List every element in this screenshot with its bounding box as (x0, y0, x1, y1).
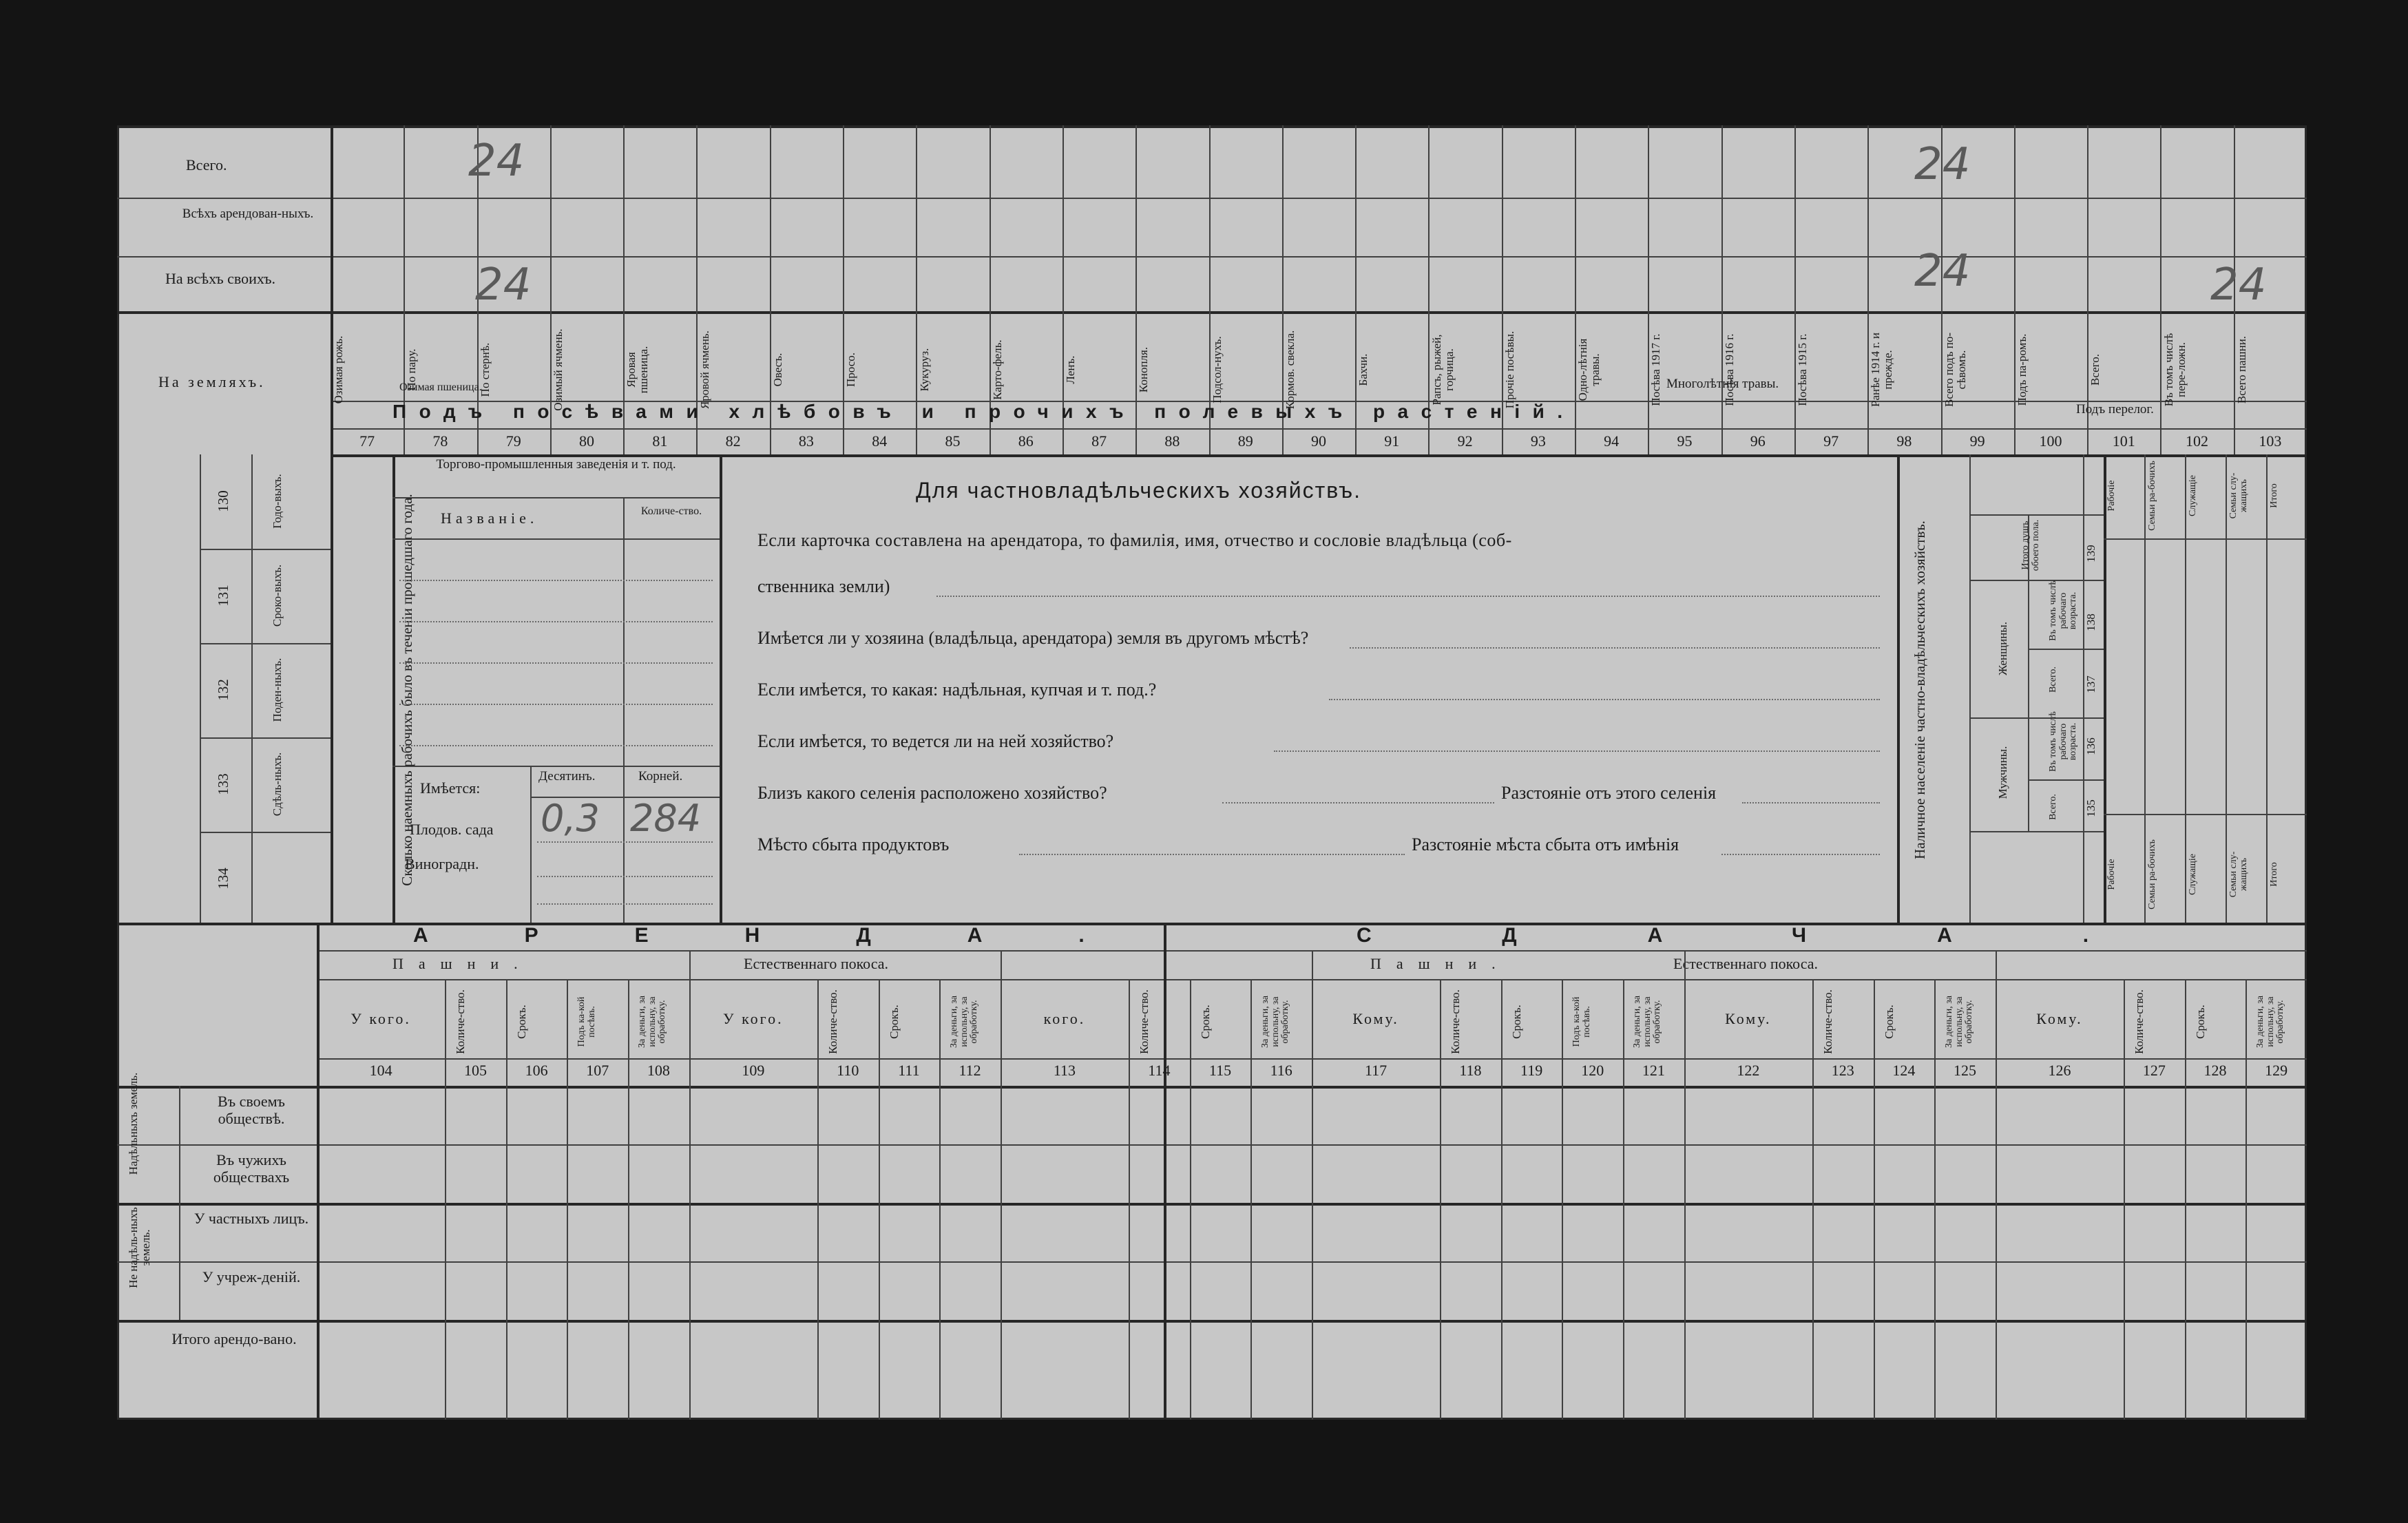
crop-col-num-99: 99 (1969, 432, 1985, 450)
korney-header: Корней. (638, 769, 683, 784)
crop-col-label-90: Кормов. свекла. (1284, 330, 1297, 410)
worker-col-label-133: Сдѣль-ныхъ. (271, 752, 284, 817)
arenda-col-label-126: Кому. (2036, 1010, 2083, 1027)
arenda-col-label-122: Кому. (1725, 1010, 1772, 1027)
arenda-col-label-120: Подъ ка-кой посѣвъ. (1571, 996, 1592, 1047)
men-all: Всего. (2048, 794, 2058, 820)
arenda-col-label-128: Срокъ. (2194, 1005, 2208, 1039)
worker-col-label-132: Поден-ныхъ. (271, 658, 284, 722)
crop-col-num-103: 103 (2259, 432, 2282, 450)
crop-col-label-82: Яровой ячмень. (698, 330, 711, 409)
arenda-col-num-129: 129 (2265, 1062, 2288, 1079)
crop-col-num-77: 77 (359, 432, 375, 450)
crop-col-label-94: Одно-лѣтнiя травы. (1576, 338, 1602, 401)
crop-col-label-85: Кукуруз. (917, 348, 931, 392)
crop-col-label-99: Всего подъ по-сѣвомъ. (1942, 333, 1968, 407)
crop-col-num-93: 93 (1530, 432, 1546, 450)
pop-col-top-0: Рабочiе (2106, 480, 2117, 512)
crop-col-num-94: 94 (1604, 432, 1620, 450)
pop-num-135: 135 (2084, 799, 2097, 817)
private-line-9: Разстоянiе мѣста сбыта отъ имѣнiя (1412, 834, 1679, 854)
crop-col-label-78: По пару. (405, 348, 419, 391)
worker-col-label-130: Годо-выхъ. (271, 474, 284, 529)
crop-col-num-82: 82 (725, 432, 741, 450)
row-lands-label: На земляхъ. (158, 373, 266, 390)
crop-col-num-100: 100 (2039, 432, 2062, 450)
worker-col-num-132: 132 (215, 679, 231, 701)
private-line-1: Если карточка составлена на арендатора, то фамилiя, имя, отчество и сословiе владѣльца (соб- (757, 530, 1512, 550)
crop-col-label-98: Ранѣе 1914 г. и прежде. (1869, 332, 1895, 408)
worker-col-num-131: 131 (215, 585, 231, 607)
trade-name-header: Названiе. (441, 510, 538, 527)
row-institutions: У учреж-денiй. (202, 1268, 301, 1285)
arenda-col-num-124: 124 (1892, 1062, 1916, 1079)
arenda-col-num-108: 108 (647, 1062, 670, 1079)
arenda-col-num-115: 115 (1208, 1062, 1232, 1079)
row-nonnadel: Не надѣль-ныхъ земель. (127, 1207, 152, 1288)
pop-col-bottom-4: Итого (2268, 862, 2279, 887)
private-title: Для частновладѣльческихъ хозяйствъ. (916, 478, 1362, 503)
arenda-col-num-111: 111 (898, 1062, 920, 1079)
crop-col-label-87: Ленъ. (1064, 355, 1078, 384)
arenda-col-label-123: Количе-ство. (1821, 989, 1835, 1054)
arenda-col-label-106: Срокъ. (515, 1005, 529, 1039)
row-own-society: Въ своемъ обществѣ. (218, 1093, 285, 1128)
orchards-label: Плодов. сада (410, 821, 494, 838)
pop-num-137: 137 (2084, 675, 2097, 693)
arenda-col-num-121: 121 (1642, 1062, 1665, 1079)
arenda-col-label-117: Кому. (1352, 1010, 1399, 1027)
crop-col-num-101: 101 (2112, 432, 2135, 450)
crop-col-label-77: Озимая рожь. (332, 335, 346, 404)
crops-banner: Подъ посѣвами хлѣбовъ и прочихъ полевыхъ растенiй. (392, 401, 1575, 422)
population-title: Наличное населенiе частно-владѣльческихъ хозяйствъ. (1912, 521, 1928, 859)
pop-col-bottom-2: Служащiе (2187, 854, 2198, 895)
arenda-col-label-116: За деньги, за испольну, за обработку. (1259, 996, 1291, 1048)
arenda-col-label-107: Подъ ка-кой посѣвъ. (576, 996, 597, 1047)
arenda-col-label-111: Срокъ. (887, 1005, 901, 1039)
crop-col-num-84: 84 (872, 432, 888, 450)
trade-qty-header: Количе-ство. (640, 505, 702, 517)
has-label: Имѣется: (420, 779, 481, 797)
private-line-5: Если имѣется, то ведется ли на ней хозяйство? (757, 731, 1114, 751)
hired-workers-label: Сколько наемныхъ рабочихъ было въ теченiи прошедшаго года. (399, 494, 415, 886)
crop-col-label-84: Просо. (844, 353, 858, 387)
row-rented-label: Всѣхъ арендован-ныхъ. (182, 207, 314, 221)
crop-col-label-95: Посѣва 1917 г. (1649, 333, 1663, 406)
perennial-grass-group: Многолѣтнiя травы. (1666, 377, 1779, 391)
private-line-2: ственника земли) (757, 576, 890, 596)
crop-col-num-96: 96 (1750, 432, 1766, 450)
private-line-3: Имѣется ли у хозяина (владѣльца, арендатора) земля въ другомъ мѣстѣ? (757, 628, 1309, 648)
crop-col-num-90: 90 (1310, 432, 1326, 450)
arenda-col-num-107: 107 (586, 1062, 609, 1079)
crop-col-num-86: 86 (1018, 432, 1034, 450)
worker-col-num-130: 130 (215, 490, 231, 512)
hw-dessiatin: 0,3 (541, 797, 600, 840)
crop-col-label-96: Посѣва 1916 г. (1722, 333, 1736, 406)
pop-col-top-3: Семьи слу-жащихъ (2228, 472, 2249, 519)
arenda-col-num-127: 127 (2142, 1062, 2166, 1079)
pop-col-bottom-1: Семьи ра-бочихъ (2146, 839, 2157, 910)
arenda-pokos: Естественнаго покоса. (744, 955, 889, 972)
sdacha-banner: СДАЧА. (1357, 924, 2220, 947)
arenda-col-label-112: За деньги, за испольну, за обработку. (948, 996, 979, 1048)
pop-num-138: 138 (2084, 613, 2097, 631)
crop-col-num-97: 97 (1823, 432, 1839, 450)
arenda-col-label-124: Срокъ. (1882, 1005, 1896, 1039)
crop-col-num-79: 79 (505, 432, 521, 450)
crop-col-num-102: 102 (2186, 432, 2209, 450)
crop-col-label-86: Карто-фель. (990, 339, 1004, 400)
crop-col-label-97: Посѣва 1915 г. (1796, 333, 1810, 406)
arenda-banner: АРЕНДА. (413, 924, 1181, 947)
crop-col-num-81: 81 (652, 432, 668, 450)
row-own-label: На всѣхъ своихъ. (165, 270, 275, 287)
hw-korney: 284 (630, 797, 702, 840)
arenda-col-label-109: У кого. (723, 1010, 784, 1027)
worker-col-num-134: 134 (215, 868, 231, 890)
row-other-society: Въ чужихъ обществахъ (213, 1151, 290, 1186)
arenda-col-num-109: 109 (742, 1062, 765, 1079)
hw-total-79: 24 (468, 136, 525, 187)
women-label: Женщины. (1996, 622, 2009, 675)
arenda-col-label-114: Количе-ство. (1138, 989, 1151, 1054)
sdacha-pashni: Пашни. (1370, 955, 1511, 972)
crop-col-label-88: Конопля. (1137, 346, 1151, 393)
women-working: Въ томъ числѣ рабочаго возраста. (2048, 580, 2079, 641)
arenda-col-label-121: За деньги, за испольну, за обработку. (1632, 996, 1663, 1048)
worker-col-label-134 (271, 834, 310, 923)
arenda-col-num-119: 119 (1520, 1062, 1543, 1079)
crop-col-num-85: 85 (945, 432, 961, 450)
crop-col-num-91: 91 (1384, 432, 1400, 450)
arenda-col-label-127: Количе-ство. (2133, 989, 2146, 1054)
arenda-col-num-106: 106 (525, 1062, 548, 1079)
arenda-col-num-112: 112 (959, 1062, 981, 1079)
row-all-label: Всего. (186, 156, 227, 174)
worker-col-label-131: Сроко-выхъ. (271, 564, 284, 627)
crop-col-label-89: Подсол-нухъ. (1210, 336, 1224, 403)
arenda-col-num-104: 104 (369, 1062, 392, 1079)
arenda-col-label-125: За деньги, за испольну, за обработку. (1943, 996, 1974, 1048)
vineyards-label: Виноградн. (405, 855, 479, 872)
row-nadel: Надѣльныхъ земель. (127, 1072, 140, 1175)
pop-col-top-2: Служащiе (2187, 475, 2198, 516)
hw-total-99: 24 (1914, 139, 1971, 190)
crop-col-label-79: По стернѣ. (478, 342, 492, 397)
crop-col-num-80: 80 (579, 432, 595, 450)
arenda-col-num-116: 116 (1270, 1062, 1292, 1079)
arenda-col-num-118: 118 (1459, 1062, 1482, 1079)
arenda-col-label-110: Количе-ство. (826, 989, 840, 1054)
arenda-col-label-104: У кого. (350, 1010, 411, 1027)
crop-col-num-98: 98 (1896, 432, 1912, 450)
arenda-col-num-125: 125 (1954, 1062, 1977, 1079)
arenda-pashni: Пашни. (392, 955, 533, 972)
pop-col-top-1: Семьи ра-бочихъ (2146, 461, 2157, 531)
crop-col-label-80: Озимый ячмень. (552, 328, 565, 411)
hw-own-99: 24 (1914, 246, 1971, 297)
arenda-col-label-119: Срокъ. (1510, 1005, 1524, 1039)
hw-own-103: 24 (2210, 260, 2267, 311)
arenda-col-num-122: 122 (1737, 1062, 1760, 1079)
pop-num-136: 136 (2084, 737, 2097, 755)
men-working: Въ томъ числѣ рабочаго возраста. (2048, 711, 2079, 772)
row-private-persons: У частныхъ лицъ. (193, 1210, 309, 1227)
crop-col-label-91: Бахчи. (1357, 353, 1370, 386)
arenda-col-num-105: 105 (463, 1062, 487, 1079)
arenda-col-num-123: 123 (1831, 1062, 1854, 1079)
hw-own-79: 24 (475, 260, 532, 311)
private-line-7: Разстоянiе отъ этого селенiя (1501, 783, 1717, 803)
crop-col-num-78: 78 (432, 432, 448, 450)
pop-num-139: 139 (2084, 545, 2097, 563)
crop-col-num-92: 92 (1457, 432, 1473, 450)
crop-col-num-95: 95 (1677, 432, 1693, 450)
worker-col-num-133: 133 (215, 773, 231, 795)
crop-col-num-88: 88 (1164, 432, 1180, 450)
arenda-col-num-128: 128 (2203, 1062, 2227, 1079)
private-line-6: Близъ какого селенiя расположено хозяйство? (757, 783, 1107, 803)
crop-col-label-92: Рапсъ, рыжей, горчица. (1430, 334, 1456, 406)
crop-col-label-93: Прочiе посѣвы. (1503, 330, 1516, 409)
arenda-col-num-110: 110 (837, 1062, 859, 1079)
crop-col-label-83: Овесъ. (771, 353, 784, 387)
crop-col-label-102: Въ томъ числѣ пере-ложн. (2161, 333, 2188, 407)
arenda-col-num-114: 114 (1148, 1062, 1171, 1079)
crop-col-label-81: Яровая пшеница. (625, 346, 651, 394)
arenda-col-num-117: 117 (1364, 1062, 1388, 1079)
census-card (117, 125, 2307, 1420)
arenda-col-label-115: Срокъ. (1199, 1005, 1213, 1039)
women-all: Всего. (2048, 666, 2058, 693)
crop-col-label-103: Всего пашни. (2234, 335, 2248, 404)
arenda-col-label-113: кого. (1043, 1010, 1086, 1027)
pop-col-bottom-0: Рабочiе (2106, 859, 2117, 890)
arenda-col-num-126: 126 (2048, 1062, 2071, 1079)
crop-col-label-101: Всего. (2088, 354, 2102, 386)
arenda-col-label-108: За деньги, за испольну, за обработку. (637, 996, 668, 1048)
pop-col-top-4: Итого (2268, 483, 2279, 508)
arenda-col-num-120: 120 (1581, 1062, 1604, 1079)
arenda-col-label-118: Количе-ство. (1449, 989, 1463, 1054)
private-line-8: Мѣсто сбыта продуктовъ (757, 834, 950, 854)
trade-title: Торгово-промышленныя заведенiя и т. под. (436, 457, 676, 472)
arenda-col-label-129: За деньги, за испольну, за обработку. (2254, 996, 2286, 1048)
pop-col-bottom-3: Семьи слу-жащихъ (2228, 851, 2249, 898)
arenda-col-num-113: 113 (1053, 1062, 1076, 1079)
crop-col-label-100: Подъ па-ромъ. (2015, 333, 2029, 406)
total-both-label: Итого душъ обоего пола. (2020, 519, 2041, 571)
private-line-4: Если имѣется, то какая: надѣльная, купчая и т. под.? (757, 680, 1157, 700)
row-total-rented: Итого арендо-вано. (171, 1330, 297, 1347)
sdacha-pokos: Естественнаго покоса. (1673, 955, 1819, 972)
crop-col-num-89: 89 (1237, 432, 1253, 450)
dessiatin-header: Десятинъ. (538, 769, 596, 784)
winter-wheat-group: Озимая пшеница. (399, 381, 482, 393)
men-label: Мужчины. (1996, 746, 2009, 799)
crop-col-num-83: 83 (798, 432, 814, 450)
arenda-col-label-105: Количе-ство. (454, 989, 468, 1054)
crop-col-num-87: 87 (1091, 432, 1107, 450)
fallow-group: Подъ перелог. (2076, 402, 2154, 417)
